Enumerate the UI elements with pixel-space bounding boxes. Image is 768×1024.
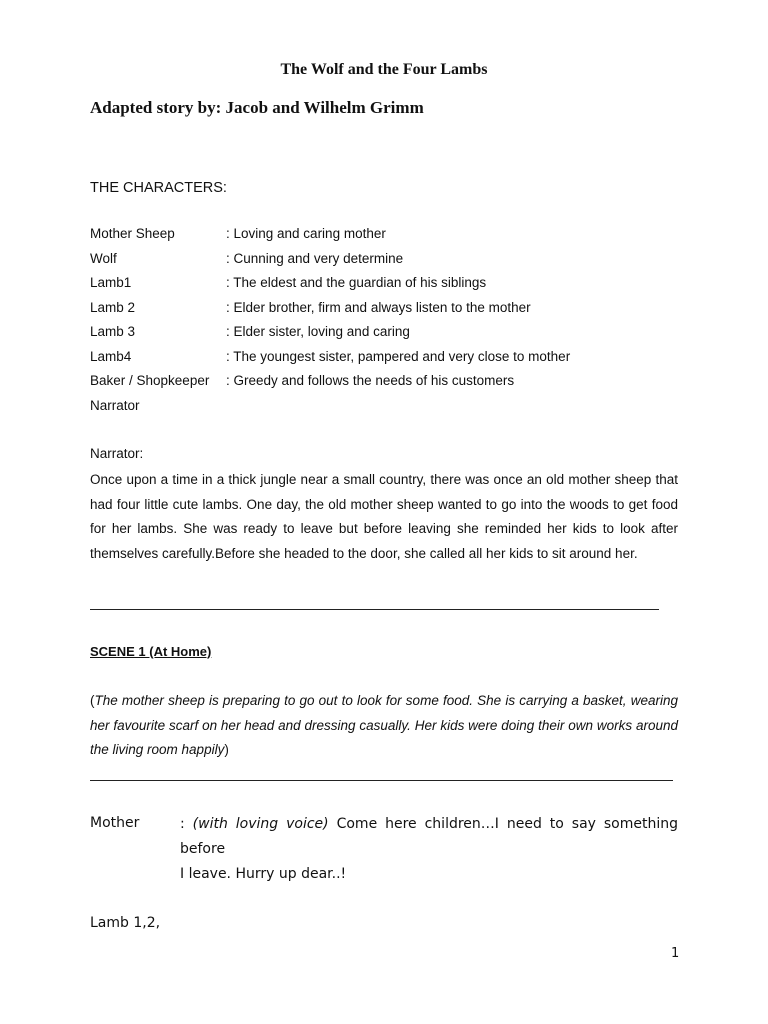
narration-paragraph: Once upon a time in a thick jungle near a small country, there was once an old mother sheep that had four little cute lambs. One day, the old mother sheep wanted to go into the woods to get food for her lambs. She was ready to leave but before leaving she reminded her kids to look after themselves carefully.Before she headed to the door, she called all her kids to sit around her. <box>90 472 678 561</box>
mother-dialogue-line: I leave. Hurry up dear..! <box>180 866 347 882</box>
character-name: Wolf <box>90 251 117 266</box>
speaker-lambs: Lamb 1,2, <box>90 915 161 931</box>
character-description: : The eldest and the guardian of his siblings <box>226 275 487 290</box>
character-description: : Loving and caring mother <box>226 226 386 241</box>
document-title: The Wolf and the Four Lambs <box>280 61 488 78</box>
mother-dialogue-line: before <box>180 841 226 857</box>
stage-direction-close: ) <box>224 742 229 758</box>
character-name: Baker / Shopkeeper <box>90 373 210 388</box>
characters-heading: THE CHARACTERS: <box>90 180 227 196</box>
dialogue-colon: : <box>180 816 193 832</box>
character-name: Narrator <box>90 398 140 413</box>
mother-speech: Come here children…I need to say something <box>328 816 679 832</box>
mother-dialogue-line <box>180 812 678 837</box>
narrator-label: Narrator: <box>90 446 144 461</box>
stage-direction <box>90 689 678 763</box>
character-name: Lamb1 <box>90 275 132 290</box>
character-description: : Greedy and follows the needs of his customers <box>226 373 515 388</box>
character-name: Lamb4 <box>90 349 132 364</box>
character-description: : Elder brother, firm and always listen to the mother <box>226 300 531 315</box>
character-description: : Elder sister, loving and caring <box>226 324 410 339</box>
divider <box>90 780 673 781</box>
divider <box>90 609 659 610</box>
stage-direction-open: ( <box>90 693 95 708</box>
mother-stage-direction: (with loving voice) <box>192 816 329 832</box>
stage-direction-text: The mother sheep is preparing to go out to look for some food. She is carrying a basket, wearing her favourite scarf on her head and dressing casually. Her kids were doing their own works around the living room happily <box>90 693 678 758</box>
character-name: Mother Sheep <box>90 226 175 241</box>
character-name: Lamb 2 <box>90 300 136 315</box>
speaker-mother: Mother <box>90 815 140 831</box>
scene-heading: SCENE 1 (At Home) <box>90 644 212 659</box>
page-number: 1 <box>671 946 680 961</box>
document-subtitle: Adapted story by: Jacob and Wilhelm Grimm <box>90 98 424 117</box>
character-description: : The youngest sister, pampered and very close to mother <box>226 349 571 364</box>
character-name: Lamb 3 <box>90 324 136 339</box>
character-description: : Cunning and very determine <box>226 251 404 266</box>
